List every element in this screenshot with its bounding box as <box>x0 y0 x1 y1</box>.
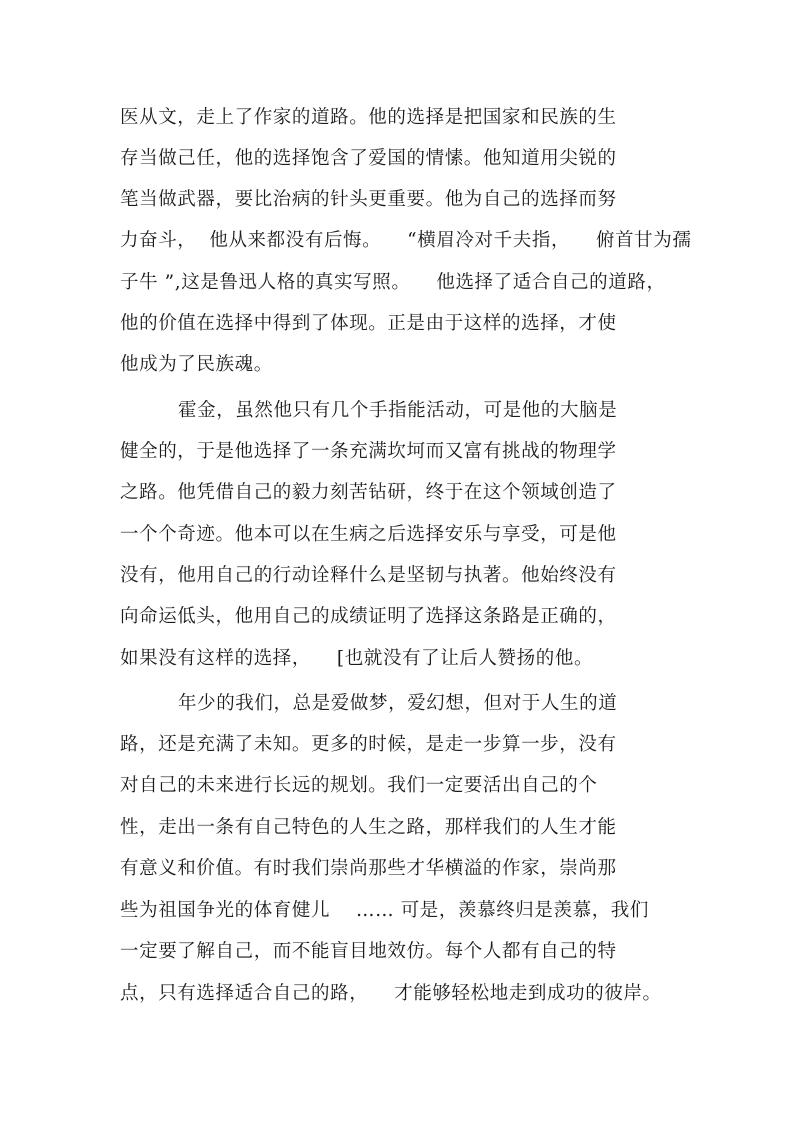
text-line: 向命运低头，他用自己的成绩证明了选择这条路是正确的， <box>120 606 617 627</box>
text-line: 医从文，走上了作家的道路。他的选择是把国家和民族的生 <box>120 107 617 128</box>
text-line: 性，走出一条有自己特色的人生之路，那样我们的人生才能 <box>120 817 617 838</box>
text-line: 他的价值在选择中得到了体现。正是由于这样的选择，才使 <box>120 313 617 334</box>
text-line: 路，还是充满了未知。更多的时候，是走一步算一步，没有 <box>120 734 617 755</box>
text-line: 有意义和价值。有时我们崇尚那些才华横溢的作家，崇尚那 <box>120 858 617 879</box>
text-line: 些为祖国争光的体育健儿 …… 可是，羡慕终归是羡慕，我们 <box>120 900 650 921</box>
text-line: 之路。他凭借自己的毅力刻苦钻研，终于在这个领域创造了 <box>120 482 617 503</box>
text-line: 健全的，于是他选择了一条充满坎坷而又富有挑战的物理学 <box>120 441 617 462</box>
text-line: 一定要了解自己，而不能盲目地效仿。每个人都有自己的特 <box>120 941 617 962</box>
text-line: 他成为了民族魂。 <box>120 354 273 375</box>
text-line: 如果没有这样的选择， [也就没有了让后人赞扬的他。 <box>120 648 594 669</box>
text-line: 对自己的未来进行长远的规划。我们一定要活出自己的个 <box>120 775 598 796</box>
text-line: 子牛 ”,这是鲁迅人格的真实写照。 他选择了适合自己的道路， <box>120 272 666 293</box>
text-line: 力奋斗， 他从来都没有后悔。 “横眉冷对千夫指， 俯首甘为孺 <box>120 230 692 251</box>
paragraph-first-line: 霍金，虽然他只有几个手指能活动，可是他的大脑是 <box>178 400 618 421</box>
text-line: 一个个奇迹。他本可以在生病之后选择安乐与享受，可是他 <box>120 524 617 545</box>
paragraph-first-line: 年少的我们，总是爱做梦，爱幻想，但对于人生的道 <box>178 693 618 714</box>
text-line: 没有，他用自己的行动诠释什么是坚韧与执著。他始终没有 <box>120 565 617 586</box>
text-line: 笔当做武器，要比治病的针头更重要。他为自己的选择而努 <box>120 189 617 210</box>
text-line: 点，只有选择适合自己的路， 才能够轻松地走到成功的彼岸。 <box>120 983 662 1004</box>
text-line: 存当做己任，他的选择饱含了爱国的情愫。他知道用尖锐的 <box>120 148 617 169</box>
